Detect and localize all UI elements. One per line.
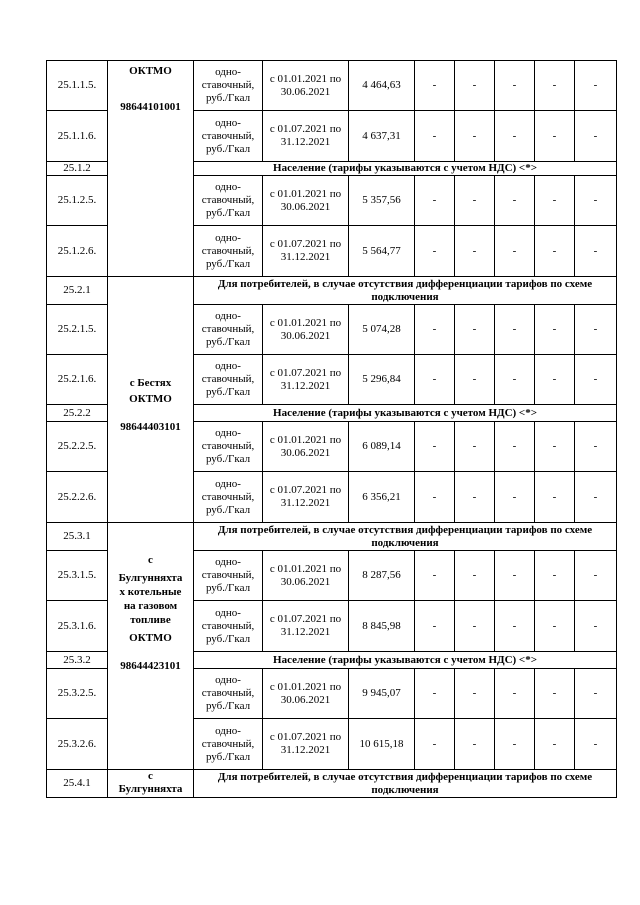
empty-value: - bbox=[575, 111, 617, 162]
rate-type: одно-ставочный, руб./Гкал bbox=[194, 719, 263, 770]
empty-value: - bbox=[535, 719, 575, 770]
empty-value: - bbox=[575, 601, 617, 652]
location-line: с bbox=[148, 770, 153, 782]
rate-type: одно-ставочный, руб./Гкал bbox=[194, 111, 263, 162]
rate-type: одно-ставочный, руб./Гкал bbox=[194, 472, 263, 523]
empty-value: - bbox=[495, 551, 535, 601]
group-header: Население (тарифы указываются с учетом НДС) <*> bbox=[194, 652, 617, 669]
empty-value: - bbox=[455, 422, 495, 472]
period: с 01.01.2021 по 30.06.2021 bbox=[263, 305, 349, 355]
location-line: на газовом bbox=[123, 600, 178, 612]
group-header: Население (тарифы указываются с учетом НДС) <*> bbox=[194, 405, 617, 422]
row-code: 25.2.2.6. bbox=[47, 472, 108, 523]
empty-value: - bbox=[455, 305, 495, 355]
empty-value: - bbox=[415, 111, 455, 162]
period: с 01.01.2021 по 30.06.2021 bbox=[263, 669, 349, 719]
empty-value: - bbox=[495, 719, 535, 770]
location-cell bbox=[108, 523, 194, 770]
empty-value: - bbox=[535, 226, 575, 277]
empty-value: - bbox=[495, 226, 535, 277]
empty-value: - bbox=[535, 669, 575, 719]
row-code: 25.1.1.6. bbox=[47, 111, 108, 162]
row-code: 25.2.2 bbox=[47, 405, 108, 422]
group-header-row bbox=[47, 770, 617, 798]
empty-value: - bbox=[455, 226, 495, 277]
empty-value: - bbox=[415, 669, 455, 719]
empty-value: - bbox=[575, 551, 617, 601]
rate-type: одно-ставочный, руб./Гкал bbox=[194, 422, 263, 472]
empty-value: - bbox=[575, 422, 617, 472]
rate-type: одно-ставочный, руб./Гкал bbox=[194, 61, 263, 111]
period: с 01.07.2021 по 31.12.2021 bbox=[263, 719, 349, 770]
empty-value: - bbox=[535, 61, 575, 111]
tariff-value: 8 287,56 bbox=[349, 551, 415, 601]
location-line: ОКТМО bbox=[129, 632, 172, 644]
row-code: 25.2.1.5. bbox=[47, 305, 108, 355]
tariff-value: 6 356,21 bbox=[349, 472, 415, 523]
row-code: 25.3.2.6. bbox=[47, 719, 108, 770]
period: с 01.01.2021 по 30.06.2021 bbox=[263, 551, 349, 601]
period: с 01.07.2021 по 31.12.2021 bbox=[263, 226, 349, 277]
empty-value: - bbox=[415, 601, 455, 652]
empty-value: - bbox=[415, 61, 455, 111]
location-line: 98644403101 bbox=[120, 421, 181, 433]
empty-value: - bbox=[535, 305, 575, 355]
empty-value: - bbox=[455, 176, 495, 226]
empty-value: - bbox=[535, 355, 575, 405]
location-text bbox=[109, 277, 192, 521]
empty-value: - bbox=[455, 111, 495, 162]
empty-value: - bbox=[495, 355, 535, 405]
empty-value: - bbox=[495, 472, 535, 523]
empty-value: - bbox=[495, 111, 535, 162]
empty-value: - bbox=[455, 551, 495, 601]
group-header: Для потребителей, в случае отсутствия дифференциации тарифов по схеме подключения bbox=[194, 770, 617, 798]
location-line: с Бестях bbox=[129, 377, 172, 389]
location-cell bbox=[108, 770, 194, 798]
group-header-row bbox=[47, 277, 617, 305]
location-text bbox=[109, 770, 192, 796]
location-text bbox=[109, 61, 192, 275]
period: с 01.01.2021 по 30.06.2021 bbox=[263, 422, 349, 472]
empty-value: - bbox=[575, 472, 617, 523]
row-code: 25.1.2.6. bbox=[47, 226, 108, 277]
empty-value: - bbox=[535, 472, 575, 523]
rate-type: одно-ставочный, руб./Гкал bbox=[194, 355, 263, 405]
empty-value: - bbox=[415, 719, 455, 770]
row-code: 25.3.2 bbox=[47, 652, 108, 669]
empty-value: - bbox=[495, 305, 535, 355]
empty-value: - bbox=[575, 719, 617, 770]
tariff-value: 10 615,18 bbox=[349, 719, 415, 770]
empty-value: - bbox=[535, 551, 575, 601]
location-cell bbox=[108, 61, 194, 277]
tariff-value: 4 464,63 bbox=[349, 61, 415, 111]
empty-value: - bbox=[495, 669, 535, 719]
location-line: 98644423101 bbox=[120, 660, 181, 672]
empty-value: - bbox=[575, 61, 617, 111]
empty-value: - bbox=[455, 601, 495, 652]
empty-value: - bbox=[575, 355, 617, 405]
location-line: топливе bbox=[130, 614, 171, 626]
empty-value: - bbox=[535, 422, 575, 472]
location-line: ОКТМО bbox=[129, 65, 172, 77]
period: с 01.07.2021 по 31.12.2021 bbox=[263, 601, 349, 652]
tariff-value: 5 357,56 bbox=[349, 176, 415, 226]
empty-value: - bbox=[455, 61, 495, 111]
empty-value: - bbox=[495, 422, 535, 472]
location-line: с bbox=[148, 554, 153, 566]
tariff-value: 8 845,98 bbox=[349, 601, 415, 652]
period: с 01.07.2021 по 31.12.2021 bbox=[263, 355, 349, 405]
empty-value: - bbox=[575, 226, 617, 277]
row-code: 25.1.2 bbox=[47, 162, 108, 176]
empty-value: - bbox=[415, 472, 455, 523]
empty-value: - bbox=[415, 176, 455, 226]
tariff-table bbox=[46, 60, 617, 798]
empty-value: - bbox=[495, 601, 535, 652]
rate-type: одно-ставочный, руб./Гкал bbox=[194, 305, 263, 355]
empty-value: - bbox=[415, 226, 455, 277]
tariff-value: 4 637,31 bbox=[349, 111, 415, 162]
row-code: 25.3.1 bbox=[47, 523, 108, 551]
row-code: 25.3.1.6. bbox=[47, 601, 108, 652]
empty-value: - bbox=[575, 669, 617, 719]
empty-value: - bbox=[415, 305, 455, 355]
tariff-value: 9 945,07 bbox=[349, 669, 415, 719]
group-header: Для потребителей, в случае отсутствия дифференциации тарифов по схеме подключения bbox=[194, 523, 617, 551]
rate-type: одно-ставочный, руб./Гкал bbox=[194, 551, 263, 601]
location-text bbox=[109, 523, 192, 768]
empty-value: - bbox=[455, 472, 495, 523]
location-line: 98644101001 bbox=[120, 101, 181, 113]
empty-value: - bbox=[535, 601, 575, 652]
group-header-row bbox=[47, 523, 617, 551]
empty-value: - bbox=[535, 176, 575, 226]
period: с 01.01.2021 по 30.06.2021 bbox=[263, 61, 349, 111]
period: с 01.07.2021 по 31.12.2021 bbox=[263, 111, 349, 162]
empty-value: - bbox=[415, 355, 455, 405]
row-code: 25.3.1.5. bbox=[47, 551, 108, 601]
empty-value: - bbox=[455, 719, 495, 770]
row-code: 25.2.2.5. bbox=[47, 422, 108, 472]
rate-type: одно-ставочный, руб./Гкал bbox=[194, 176, 263, 226]
rate-type: одно-ставочный, руб./Гкал bbox=[194, 669, 263, 719]
group-header: Население (тарифы указываются с учетом НДС) <*> bbox=[194, 162, 617, 176]
row-code: 25.1.2.5. bbox=[47, 176, 108, 226]
empty-value: - bbox=[415, 422, 455, 472]
tariff-value: 5 074,28 bbox=[349, 305, 415, 355]
location-line: ОКТМО bbox=[129, 393, 172, 405]
location-line: х котельные bbox=[119, 586, 182, 598]
row-code: 25.3.2.5. bbox=[47, 669, 108, 719]
row-code: 25.1.1.5. bbox=[47, 61, 108, 111]
row-code: 25.2.1.6. bbox=[47, 355, 108, 405]
empty-value: - bbox=[495, 176, 535, 226]
rate-type: одно-ставочный, руб./Гкал bbox=[194, 226, 263, 277]
period: с 01.07.2021 по 31.12.2021 bbox=[263, 472, 349, 523]
empty-value: - bbox=[535, 111, 575, 162]
location-line: Булгунняхта bbox=[118, 783, 183, 795]
period: с 01.01.2021 по 30.06.2021 bbox=[263, 176, 349, 226]
group-header: Для потребителей, в случае отсутствия дифференциации тарифов по схеме подключения bbox=[194, 277, 617, 305]
empty-value: - bbox=[455, 669, 495, 719]
row-code: 25.4.1 bbox=[47, 770, 108, 798]
empty-value: - bbox=[455, 355, 495, 405]
location-cell bbox=[108, 277, 194, 523]
empty-value: - bbox=[575, 176, 617, 226]
row-code: 25.2.1 bbox=[47, 277, 108, 305]
tariff-value: 5 564,77 bbox=[349, 226, 415, 277]
table-row bbox=[47, 61, 617, 111]
empty-value: - bbox=[415, 551, 455, 601]
empty-value: - bbox=[495, 61, 535, 111]
rate-type: одно-ставочный, руб./Гкал bbox=[194, 601, 263, 652]
tariff-value: 5 296,84 bbox=[349, 355, 415, 405]
empty-value: - bbox=[575, 305, 617, 355]
tariff-value: 6 089,14 bbox=[349, 422, 415, 472]
location-line: Булгунняхта bbox=[118, 572, 183, 584]
